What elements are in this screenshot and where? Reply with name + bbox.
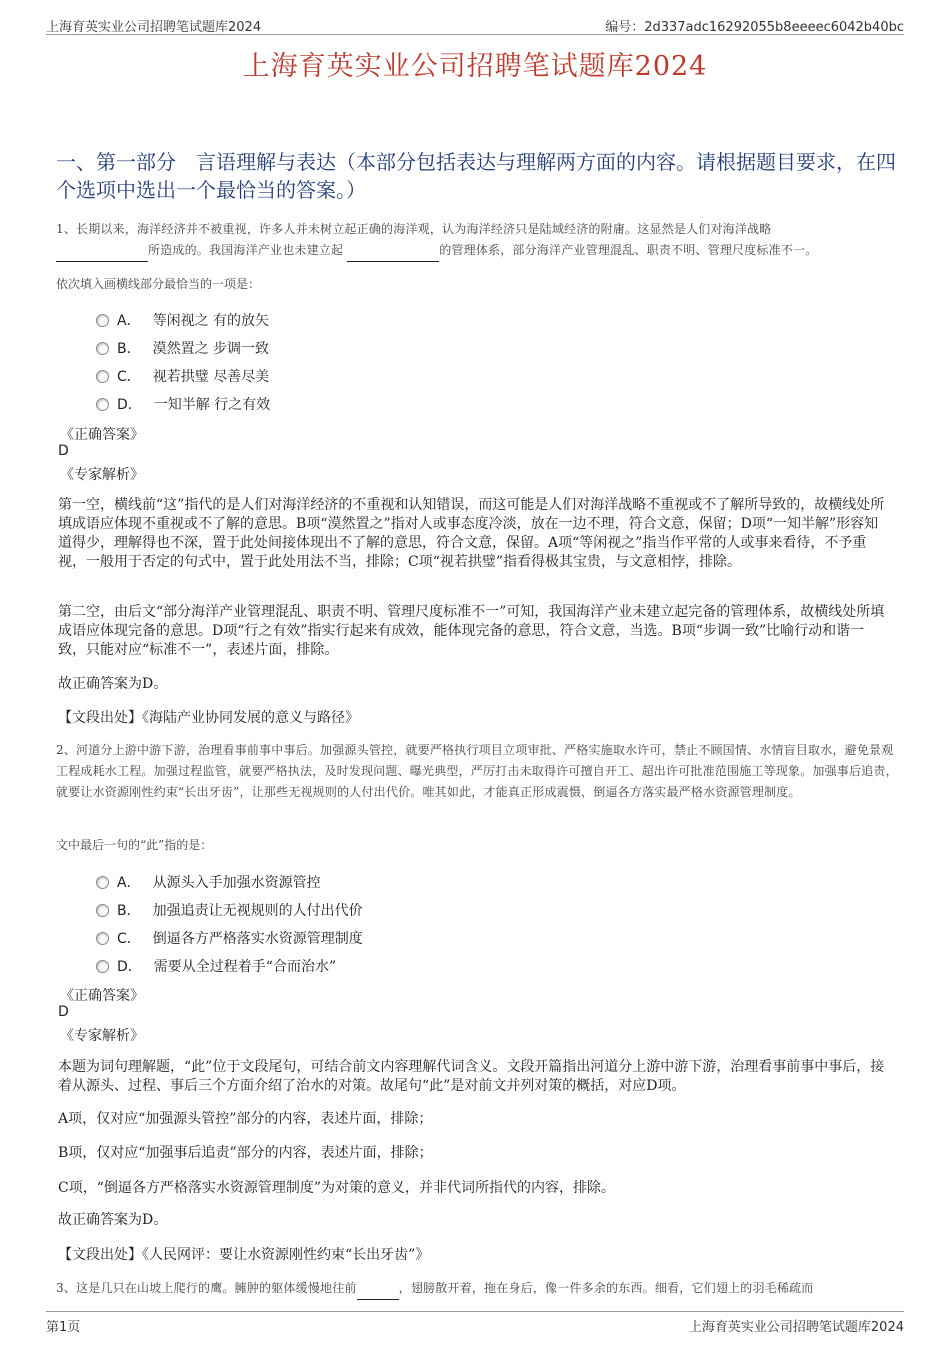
header-doc-title: 上海育英实业公司招聘笔试题库2024: [46, 20, 262, 35]
question-1-prompt: 依次填入画横线部分最恰当的一项是：: [56, 277, 261, 291]
radio-icon[interactable]: [96, 342, 109, 355]
fill-blank: [56, 240, 148, 262]
page-title: 上海育英实业公司招聘笔试题库2024: [242, 51, 708, 82]
question-1-option-d[interactable]: D． 一知半解 行之有效: [96, 394, 270, 414]
answer-label: 《正确答案》: [60, 427, 144, 443]
question-1-option-c[interactable]: C． 视若拱璧 尽善尽美: [96, 366, 269, 386]
analysis-paragraph: 第二空，由后文“部分海洋产业管理混乱、职责不明、管理尺度标准不一”可知，我国海洋产业未建立起完备的管理体系，故横线处所填成语应体现完备的意思。D项“行之有效”指实行起来有成效，能体现完备的意思，符合文意，当选。B项“步调一致”比喻行动和谐一致，只能对应“标准不一”，表述片面，排除。: [58, 604, 885, 658]
analysis-paragraph: B项，仅对应“加强事后追责”部分的内容，表述片面，排除；: [58, 1145, 433, 1161]
source-citation: 【文段出处】《人民网评：要让水资源刚性约束“长出牙齿”》: [58, 1247, 430, 1263]
answer-value: D: [58, 443, 69, 459]
question-1-option-b[interactable]: B． 漠然置之 步调一致: [96, 338, 269, 358]
question-2-option-b[interactable]: B． 加强追责让无视规则的人付出代价: [96, 900, 363, 920]
source-citation: 【文段出处】《海陆产业协同发展的意义与路径》: [58, 710, 359, 726]
analysis-paragraph: 第一空，横线前“这”指代的是人们对海洋经济的不重视和认知错误，而这可能是人们对海洋战略不重视或不了解所导致的，故横线处所填成语应体现不重视或不了解的意思。B项“漠然置之”指对人或事态度冷淡，放在一边不理，符合文意，保留；D项“一知半解”形容知道得少，理解得也不深，置于此处间接体现出不了解的意思，符合文意，保留。A项“等闲视之”指当作平常的人或事来看待，不予重视，一般用于否定的句式中，置于此处用法不当，排除；C项“视若拱璧”指看得极其宝贵，与文意相悖，排除。: [58, 497, 885, 570]
analysis-paragraph: 本题为词句理解题，“此”位于文段尾句，可结合前文内容理解代词含义。文段开篇指出河道分上游中游下游，治理看事前事中事后，接着从源头、过程、事后三个方面介绍了治水的对策。故尾句“此”是对前文并列对策的概括，对应D项。: [58, 1059, 885, 1094]
question-2-option-c[interactable]: C． 倒逼各方严格落实水资源管理制度: [96, 928, 363, 948]
question-1-text: 1、长期以来，海洋经济并不被重视，许多人并未树立起正确的海洋观，认为海洋经济只是陆域经济的附庸。这显然是人们对海洋战略 所造成的。我国海洋产业也未建立起 的管理体系，部分海洋产业管理混乱、职责不明、管理尺度标准不一。: [56, 219, 898, 262]
analysis-label: 《专家解析》: [60, 1028, 144, 1044]
radio-icon[interactable]: [96, 876, 109, 889]
analysis-paragraph: 故正确答案为D。: [58, 676, 168, 692]
question-2-text: 2、河道分上游中游下游，治理看事前事中事后。加强源头管控，就要严格执行项目立项审批、严格实施取水许可，禁止不顾国情、水情盲目取水，避免景观工程成耗水工程。加强过程监管，就要严格执法，及时发现问题、曝光典型，严厉打击未取得许可擅自开工、超出许可批准范围施工等现象。加强事后追责，就要让水资源刚性约束“长出牙齿”，让那些无视规则的人付出代价。唯其如此，才能真正形成震慑，倒逼各方落实最严格水资源管理制度。: [56, 743, 898, 799]
fill-blank: [347, 240, 439, 262]
question-1-option-a[interactable]: A． 等闲视之 有的放矢: [96, 310, 269, 330]
answer-value: D: [58, 1004, 69, 1020]
question-2-option-a[interactable]: A． 从源头入手加强水资源管控: [96, 872, 321, 892]
page-number: 第1页: [46, 1320, 81, 1335]
page-header: [46, 14, 904, 35]
question-2-option-d[interactable]: D． 需要从全过程着手“合而治水”: [96, 956, 336, 976]
radio-icon[interactable]: [96, 314, 109, 327]
header-doc-id: 编号：2d337adc16292055b8eeeec6042b40bc: [605, 20, 904, 35]
analysis-label: 《专家解析》: [60, 467, 144, 483]
radio-icon[interactable]: [96, 398, 109, 411]
answer-label: 《正确答案》: [60, 988, 144, 1004]
footer-doc-title: 上海育英实业公司招聘笔试题库2024: [688, 1320, 904, 1335]
page-footer: [46, 1311, 904, 1336]
radio-icon[interactable]: [96, 932, 109, 945]
question-2-prompt: 文中最后一句的“此”指的是：: [56, 838, 213, 852]
radio-icon[interactable]: [96, 370, 109, 383]
fill-blank: [357, 1278, 399, 1300]
analysis-paragraph: 故正确答案为D。: [58, 1212, 168, 1228]
section-heading: 一、第一部分 言语理解与表达（本部分包括表达与理解两方面的内容。请根据题目要求，在四个选项中选出一个最恰当的答案。）: [56, 150, 896, 202]
analysis-paragraph: A项，仅对应“加强源头管控”部分的内容，表述片面，排除；: [58, 1111, 433, 1127]
radio-icon[interactable]: [96, 904, 109, 917]
question-3-text: 3、这是几只在山坡上爬行的鹰。臃肿的躯体缓慢地往前 ，翅膀散开着，拖在身后，像一件多余的东西。细看，它们翅上的羽毛稀疏而: [56, 1278, 898, 1300]
radio-icon[interactable]: [96, 960, 109, 973]
analysis-paragraph: C项，“倒逼各方严格落实水资源管理制度”为对策的意义，并非代词所指代的内容，排除。: [58, 1180, 616, 1196]
